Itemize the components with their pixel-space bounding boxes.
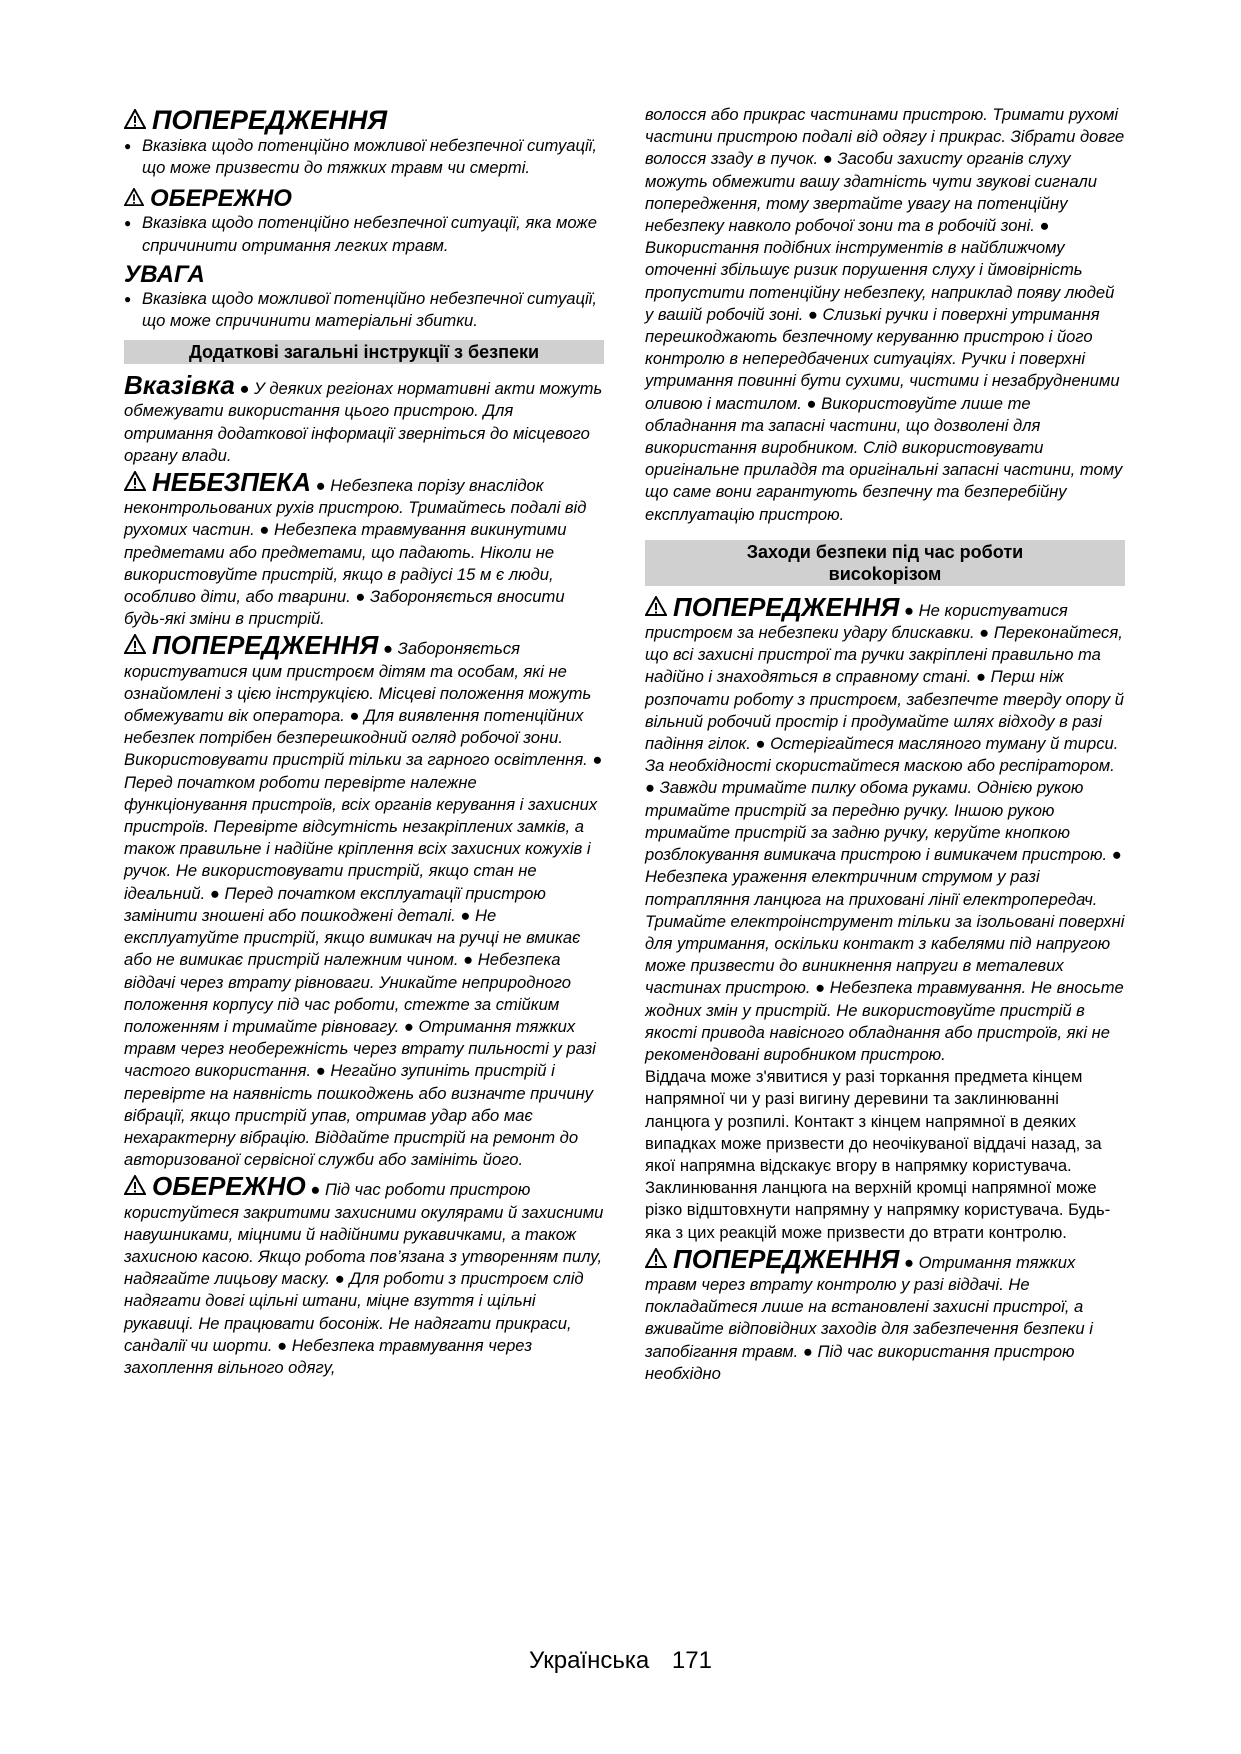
warning-triangle-icon bbox=[124, 109, 146, 129]
warning-triangle-icon bbox=[124, 471, 146, 491]
caution-definition: ● Вказівка щодо потенційно небезпечної ситуації, яка може спричинити отримання легких травм. bbox=[124, 212, 604, 256]
bullet-icon: ● bbox=[124, 216, 132, 231]
caution2-title: ОБЕРЕЖНО bbox=[152, 1171, 306, 1202]
warning-triangle-icon bbox=[124, 634, 146, 654]
notice-definition: ● Вказівка щодо можливої потенційно небезпечної ситуації, що може спричинити матеріальні збитки. bbox=[124, 288, 604, 332]
bullet-icon: ● bbox=[124, 139, 132, 153]
danger-paragraph: НЕБЕЗПЕКА ● Небезпека порізу внаслідок неконтрольованих рухів пристрою. Тримайтесь подалі від рухомих частин. ● Небезпека травмування викинутими предметами або предметами, що падають. Ніколи не використовуйте пристрій, якщо в радіусі 15 м є люди, особливо діти, або тварини. ● Забороняється вносити будь-які зміни в пристрій. bbox=[124, 467, 587, 629]
warning-heading: ПОПЕРЕДЖЕННЯ bbox=[124, 106, 604, 135]
warning-triangle-icon bbox=[124, 188, 144, 206]
warning3-paragraph: ПОПЕРЕДЖЕННЯ ● Не користуватися пристроєм за небезпеки удару блискавки. ● Переконайтеся, що всі захисні пристрої та ручки закріплені правильно та надійно і знаходяться в справному стані. ● Перш ніж розпочати роботу з пристроєм, забезпечте тверду опору й вільний робочий простір і продумайте шлях відходу в разі падіння гілок. ● Остерігайтеся масляного туману й тирси. За необхідності скористайтеся маскою або респіратором. ● Завжди тримайте пилку обома руками. Однією рукою тримайте пристрій за передню ручку. Іншою рукою тримайте пристрій за задню ручку, керуйте кнопкою розблокування вимикача пристрою і вимикачем пристрою. ● Небезпека ураження електричним струмом у разі потрапляння ланцюга на приховані лінії електропередач. Тримайте електроінструмент тільки за ізольовані поверхні для утримання, оскільки контакт з кабелями під напругою може призвести до виникнення напруги в металевих частинах пристрою. ● Небезпека травмування. Не вносьте жодних змін у пристрій. Не використовуйте пристрій в якості привода навісного обладнання або пристроїв, які не рекомендовані виробником пристрою. bbox=[645, 591, 1125, 1064]
caution2-paragraph: ОБЕРЕЖНО ● Під час роботи пристрою користуйтеся закритими захисними окулярами й захисними навушниками, міцними й надійними рукавичками, а також захисною касою. Якщо робота пов’язана з утворенням пилу, надягайте лицьову маску. ● Для роботи з пристроєм слід надягати довгі щільні штани, міцне взуття і щільні рукавиці. Не працювати босоніж. Не надягати прикраси, сандалії чи шорти. ● Небезпека травмування через захоплення вільного одягу, bbox=[124, 1171, 604, 1377]
continued-paragraph: волосся або прикрас частинами пристрою. Тримати рухомі частини пристрою подалі від одягу і прикрас. Зібрати довге волосся ззаду в пучок. ● Засоби захисту органів слуху можуть обмежити вашу здатність чути звукові сигнали попередження, тому звертайте увагу на потенційну небезпеку навколо робочої зони та в робочій зоні. ● Використання подібних інструментів в найближчому оточенні збільшує ризик порушення слуху і ймовірність пропустити потенційну небезпеку, наприклад появу людей у вашій робочій зоні. ● Слизькі ручки і поверхні утримання перешкоджають безпечному керуванню пристрою і його контролю в непередбачених ситуаціях. Ручки і поверхні утримання повинні бути сухими, чистими і незабрудненими оливою і мастилом. ● Використовуйте лише те обладнання та запасні частини, що дозволені для використання виробником. Слід використовувати оригінальне приладдя та оригінальні запасні частини, тому що саме вони гарантують безпечну та безперебійну експлуатацію пристрою. bbox=[645, 105, 1125, 524]
warning2-paragraph: ПОПЕРЕДЖЕННЯ ● Забороняється користуватися цим пристроєм дітям та особам, які не ознайомлені з цією інструкцією. Місцеві положення можуть обмежувати вік оператора. ● Для виявлення потенційних небезпек потрібен безперешкодний огляд робочої зони. Використовувати пристрій тільки за гарного освітлення. ● Перед початком роботи перевірте належне функціонування пристроїв, всіх органів керування і захисних пристроїв. Перевірте відсутність незакріплених замків, а також правильне і надійне кріплення всіх захисних кожухів і ручок. Не використовувати пристрій, якщо стан не ідеальний. ● Перед початком експлуатації пристрою замінити зношені або пошкоджені деталі. ● Не експлуатуйте пристрій, якщо вимикач на ручці не вмикає або не вимикає пристрій належним чином. ● Небезпека віддачі через втрату рівноваги. Уникайте неприродного положення корпусу під час роботи, стежте за стійким положенням і тримайте рівновагу. ● Отримання тяжких травм через необережність через втрату пильності у разі частого використання. ● Негайно зупиніть пристрій і перевірте на наявність пошкоджень або визначте причину вібрації, якщо пристрій упав, отримав удар або має нехарактерну вібрацію. Віддайте пристрій на ремонт до авторизованої сервісної служби або замініть його. bbox=[124, 630, 603, 1170]
warning-definition: ● Вказівка щодо потенційно можливої небезпечної ситуації, що може призвести до тяжких травм чи смерті. bbox=[124, 135, 604, 179]
section-title-pole-saw: Заходи безпеки під час роботи висоkорізом bbox=[645, 540, 1125, 586]
warning3-title: ПОПЕРЕДЖЕННЯ bbox=[673, 591, 900, 622]
right-column bbox=[645, 104, 1125, 1385]
caution-heading: ОБЕРЕЖНО bbox=[124, 185, 604, 212]
note-paragraph: Вказівка ● У деяких регіонах нормативні акти можуть обмежувати використання цього пристрою. Для отримання додаткової інформації зверніться до місцевого органу влади. bbox=[124, 370, 603, 465]
page-footer bbox=[0, 1647, 1241, 1675]
section-title-general-safety: Додаткові загальні інструкції з безпеки bbox=[124, 340, 604, 364]
bullet-icon: ● bbox=[124, 291, 132, 306]
warning-triangle-icon bbox=[645, 596, 667, 616]
warning4-paragraph: ПОПЕРЕДЖЕННЯ ● Отримання тяжких травм через втрату контролю у разі віддачі. Не покладайтеся лише на встановлені захисні пристрої, а вживайте відповідних заходів для забезпечення безпеки і запобігання травм. ● Під час використання пристрою необхідно bbox=[645, 1243, 1093, 1383]
warning-triangle-icon bbox=[645, 1248, 667, 1268]
notice-heading: УВАГА bbox=[124, 260, 205, 288]
warning4-title: ПОПЕРЕДЖЕННЯ bbox=[673, 1243, 900, 1274]
warning-triangle-icon bbox=[124, 1175, 146, 1195]
page-number: 171 bbox=[671, 1647, 712, 1674]
note-title: Вказівка bbox=[124, 370, 235, 401]
kickback-paragraph: Віддача може з'явитися у разі торкання предмета кінцем напрямної чи у разі вигину деревини та заклинюванні ланцюга у розпилі. Контакт з кінцем напрямної в деяких випадках може призвести до неочікуваної віддачі назад, за якої напрямна відскакує вгору в напрямку користувача. Заклинювання ланцюга на верхній кромці напрямної може різко відштовхнути напрямну у напрямку користувача. Будь-яка з цих реакцій може призвести до втрати контролю. bbox=[645, 1067, 1111, 1242]
danger-title: НЕБЕЗПЕКА bbox=[152, 467, 312, 498]
warning2-title: ПОПЕРЕДЖЕННЯ bbox=[152, 630, 379, 661]
footer-language: Українська bbox=[529, 1647, 650, 1674]
left-column bbox=[124, 104, 604, 1379]
